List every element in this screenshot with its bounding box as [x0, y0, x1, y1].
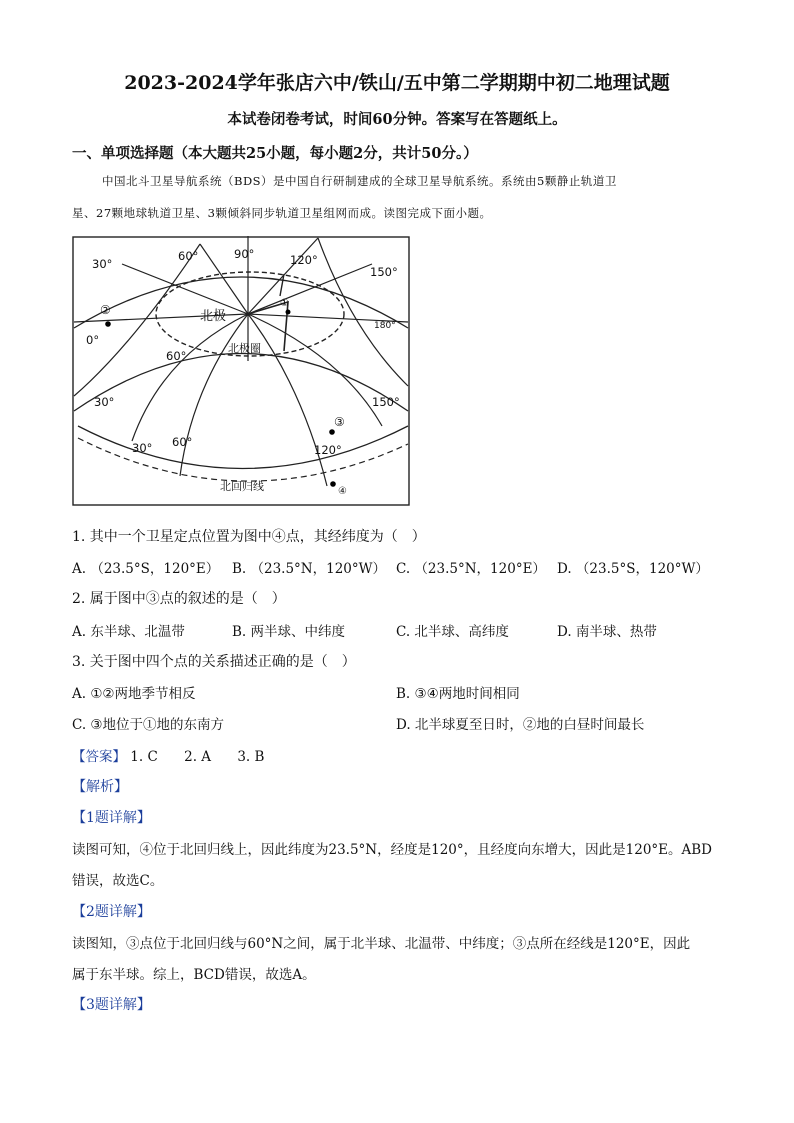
exam-instructions: 本试卷闭卷考试，时间60分钟。答案写在答题纸上。	[227, 111, 567, 128]
label-tropic: 北回归线	[220, 480, 264, 493]
point-4-dot	[330, 481, 336, 487]
explanation-1-line-1: 读图可知，④位于北回归线上，因此纬度为23.5°N，经度是120°，且经度向东增大，因此是120°E。ABD	[72, 842, 713, 858]
question-2-stem: 2. 属于图中③点的叙述的是（ ）	[72, 591, 286, 607]
question-2-option-b: B. 两半球、中纬度	[232, 624, 346, 640]
explanation-3-header: 【3题详解】	[72, 997, 151, 1013]
question-1-option-a: A. （23.5°S，120°E）	[72, 561, 220, 577]
point-2-dot	[105, 321, 111, 327]
intro-line-2: 星、27颗地球轨道卫星、3颗倾斜同步轨道卫星组网而成。读图完成下面小题。	[72, 206, 492, 220]
label-30-bottom: 30°	[132, 441, 153, 455]
explanation-1-header: 【1题详解】	[72, 810, 151, 826]
label-150-right: 150°	[372, 395, 400, 409]
label-30-top: 30°	[92, 257, 113, 271]
label-point-2: ②	[100, 303, 111, 317]
question-2-option-d: D. 南半球、热带	[557, 624, 657, 640]
label-0: 0°	[86, 333, 100, 347]
label-180: 180°	[374, 321, 396, 331]
label-150-top: 150°	[370, 265, 398, 279]
question-1-stem: 1. 其中一个卫星定点位置为图中④点，其经纬度为（ ）	[72, 529, 426, 545]
label-90-top: 90°	[234, 247, 255, 261]
page-title: 2023-2024学年张店六中/铁山/五中第二学期期中初二地理试题	[124, 72, 670, 94]
point-3-dot	[329, 429, 335, 435]
question-2-option-c: C. 北半球、高纬度	[396, 624, 509, 640]
label-point-1: ①	[280, 298, 289, 309]
question-3-stem: 3. 关于图中四个点的关系描述正确的是（ ）	[72, 654, 356, 670]
label-north-pole: 北极	[200, 309, 227, 324]
label-point-4: ④	[338, 486, 347, 497]
question-1-option-b: B. （23.5°N，120°W）	[232, 561, 387, 577]
label-60-top: 60°	[178, 249, 199, 263]
question-3-option-c: C. ③地位于①地的东南方	[72, 717, 225, 733]
answer-2: 2. A	[184, 749, 212, 765]
answer-row	[72, 745, 264, 765]
analysis-label: 【解析】	[72, 779, 128, 795]
point-1-dot	[286, 310, 291, 315]
question-3-option-a: A. ①②两地季节相反	[72, 686, 196, 702]
explanation-2-header: 【2题详解】	[72, 904, 151, 920]
label-120-bottom: 120°	[314, 443, 342, 457]
question-3-option-d: D. 北半球夏至日时，②地的白昼时间最长	[396, 717, 645, 733]
question-1-option-c: C. （23.5°N，120°E）	[396, 561, 546, 577]
question-2-option-a: A. 东半球、北温带	[72, 624, 185, 640]
intro-line-1: 中国北斗卫星导航系统（BDS）是中国自行研制建成的全球卫星导航系统。系统由5颗静止轨道卫	[102, 174, 617, 188]
label-60-bottom: 60°	[172, 435, 193, 449]
label-120-top: 120°	[290, 253, 318, 267]
answer-1: 1. C	[130, 749, 158, 765]
north-pole-map	[72, 236, 410, 506]
explanation-2-line-1: 读图知，③点位于北回归线与60°N之间，属于北半球、北温带、中纬度；③点所在经线是120°E，因此	[72, 936, 691, 952]
explanation-2-line-2: 属于东半球。综上，BCD错误，故选A。	[72, 967, 316, 983]
explanation-1-line-2: 错误，故选C。	[72, 873, 164, 889]
section-heading: 一、单项选择题（本大题共25小题，每小题2分，共计50分。）	[72, 145, 478, 162]
label-arctic-circle: 北极圈	[228, 342, 261, 355]
label-60-left: 60°	[166, 349, 187, 363]
answer-3: 3. B	[237, 749, 265, 765]
label-30-left: 30°	[94, 395, 115, 409]
answer-label: 【答案】	[72, 749, 126, 765]
label-point-3: ③	[334, 415, 345, 429]
question-3-option-b: B. ③④两地时间相同	[396, 686, 520, 702]
question-1-option-d: D. （23.5°S，120°W）	[557, 561, 709, 577]
